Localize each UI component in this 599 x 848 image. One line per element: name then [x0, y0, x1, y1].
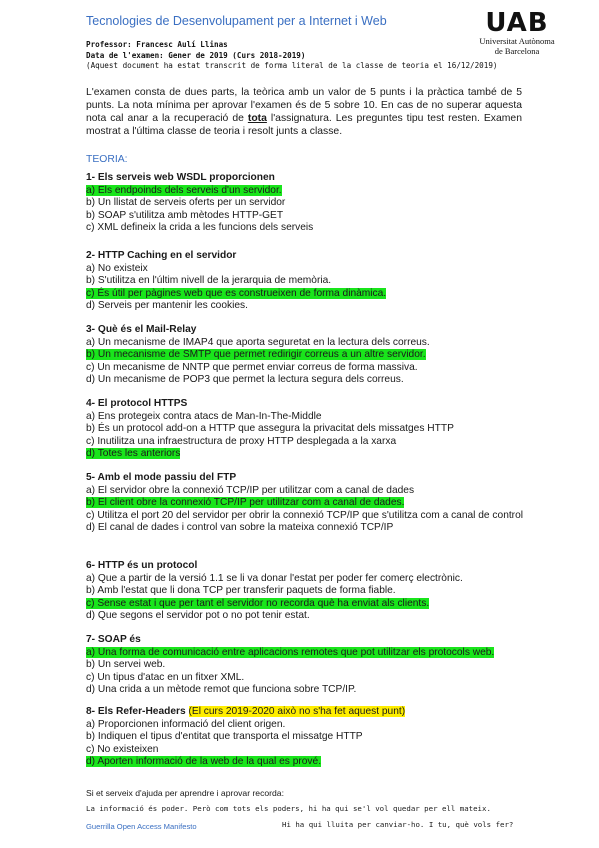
- question-title: [86, 172, 526, 185]
- question-title: [86, 560, 526, 573]
- question-title-text: 7- SOAP és: [86, 634, 141, 645]
- answer-option-correct: [86, 349, 526, 362]
- logo-line-1: Universitat Autònoma: [479, 36, 555, 46]
- answer-option-correct: [86, 448, 526, 461]
- answer-text: a) No existeix: [86, 262, 148, 274]
- question-3: [86, 324, 526, 387]
- answer-option: [86, 510, 526, 523]
- answer-text: c) Un mecanisme de NNTP que permet enviar correus de forma massiva.: [86, 361, 418, 373]
- question-title: [86, 324, 526, 337]
- answer-option: [86, 337, 526, 350]
- answer-text: c) Sense estat i que per tant el servidor no recorda què ha enviat als clients.: [86, 597, 430, 609]
- answer-text: a) Ens protegeix contra atacs de Man-In-The-Middle: [86, 410, 322, 422]
- answer-text: c) XML defineix la crida a les funcions dels serveis: [86, 222, 314, 234]
- answer-text: b) És un protocol add-on a HTTP que assegura la privacitat dels missatges HTTP: [86, 423, 454, 435]
- answer-option: [86, 573, 526, 586]
- answer-text: a) Els endpoinds dels serveis d'un servidor.: [86, 184, 282, 196]
- question-1: [86, 172, 526, 235]
- logo-line-2: de Barcelona: [494, 46, 540, 56]
- professor-line: Professor: Francesc Aulí Llinas: [86, 40, 228, 49]
- answer-text: d) Que segons el servidor pot o no pot tenir estat.: [86, 610, 310, 622]
- answer-text: b) Un llistat de serveis oferts per un servidor: [86, 197, 286, 209]
- answer-text: b) Amb l'estat que li dona TCP per transferir paquets de forma fiable.: [86, 585, 396, 597]
- intro-text-2: l'assignatura. Les preguntes tipu test resten. Examen mostrat a l'última classe de teoria i resolt junts a classe.: [86, 113, 522, 137]
- answer-text: d) Aporten informació de la web de la qual es prové.: [86, 756, 322, 768]
- answer-text: d) Totes les anteriors: [86, 448, 181, 460]
- question-2: [86, 250, 526, 313]
- answer-option: [86, 485, 526, 498]
- answer-text: a) Proporcionen informació del client origen.: [86, 718, 286, 730]
- question-title: [86, 634, 526, 647]
- question-title-text: 8- Els Refer-Headers: [86, 706, 186, 717]
- answer-text: a) Que a partir de la versió 1.1 se li va donar l'estat per poder fer comerç electrònic.: [86, 572, 463, 584]
- question-5: [86, 472, 526, 535]
- answer-option-correct: [86, 756, 526, 769]
- answer-option: [86, 610, 526, 623]
- answer-option: [86, 585, 526, 598]
- answer-text: c) És útil per pàgines web que es construeixen de forma dinàmica.: [86, 287, 387, 299]
- intro-paragraph: [86, 86, 522, 138]
- answer-option: [86, 374, 526, 387]
- question-title-text: 1- Els serveis web WSDL proporcionen: [86, 172, 275, 183]
- answer-text: a) Un mecanisme de IMAP4 que aporta seguretat en la lectura dels correus.: [86, 336, 430, 348]
- answer-option: [86, 522, 526, 535]
- document-title: Tecnologies de Desenvolupament per a Internet i Web: [86, 14, 387, 28]
- question-8: [86, 706, 526, 769]
- question-4: [86, 398, 526, 461]
- answer-option: [86, 263, 526, 276]
- answer-option: [86, 362, 526, 375]
- question-title: [86, 706, 526, 719]
- answer-text: d) El canal de dades i control van sobre la mateixa connexió TCP/IP: [86, 522, 394, 534]
- answer-option-correct: [86, 598, 526, 611]
- question-title-text: 5- Amb el mode passiu del FTP: [86, 472, 237, 483]
- answer-option-correct: [86, 647, 526, 660]
- answer-text: c) Utilitza el port 20 del servidor per obrir la connexió TCP/IP que s'utilitza com a canal de control: [86, 509, 524, 521]
- answer-option-correct: [86, 288, 526, 301]
- footer-quote-2: Hi ha qui lluita per canviar-ho. I tu, què vols fer?: [282, 820, 514, 829]
- answer-text: c) No existeixen: [86, 743, 159, 755]
- answer-text: a) Una forma de comunicació entre aplicacions remotes que pot utilitzar els protocols web.: [86, 646, 495, 658]
- answer-text: c) Inutilitza una infraestructura de proxy HTTP desplegada a la xarxa: [86, 435, 397, 447]
- intro-text-1: L'examen consta de dues parts, la teòrica amb un valor de 5 punts i la pràctica també de 5 punts. La nota mínima per aprovar l'examen és de 5 sobre 10. En cas de no superar aquesta nota cal anar a la recuperació de: [86, 87, 522, 124]
- answer-option: [86, 659, 526, 672]
- footer-help: Si et serveix d'ajuda per aprendre i aprovar recorda:: [86, 788, 284, 798]
- answer-option: [86, 411, 526, 424]
- answer-option: [86, 731, 526, 744]
- answer-option: [86, 222, 526, 235]
- answer-option: [86, 197, 526, 210]
- transcription-note: (Aquest document ha estat transcrit de forma literal de la classe de teoria el 16/12/2019): [86, 61, 498, 70]
- answer-text: d) Un mecanisme de POP3 que permet la lectura segura dels correus.: [86, 374, 404, 386]
- answer-option: [86, 423, 526, 436]
- exam-metadata: [86, 40, 497, 72]
- question-title-text: 6- HTTP és un protocol: [86, 560, 198, 571]
- answer-option: [86, 684, 526, 697]
- answer-text: d) Una crida a un mètode remot que funciona sobre TCP/IP.: [86, 684, 357, 696]
- question-title-text: 2- HTTP Caching en el servidor: [86, 250, 237, 261]
- answer-text: b) El client obre la connexió TCP/IP per utilitzar com a canal de dades.: [86, 497, 405, 509]
- answer-option: [86, 436, 526, 449]
- footer-source: Guerrilla Open Access Manifesto: [86, 822, 197, 831]
- answer-text: b) Un mecanisme de SMTP que permet redirigir correus a un altre servidor.: [86, 349, 426, 361]
- question-title-text: 3- Què és el Mail-Relay: [86, 324, 197, 335]
- answer-text: b) Un servei web.: [86, 659, 166, 671]
- question-7: [86, 634, 526, 697]
- answer-text: b) Indiquen el tipus d'entitat que transporta el missatge HTTP: [86, 731, 363, 743]
- question-title: [86, 250, 526, 263]
- answer-option: [86, 672, 526, 685]
- footer-quote-1: La informació és poder. Però com tots els poders, hi ha qui se'l vol quedar per ell mateix.: [86, 804, 491, 813]
- answer-option: [86, 275, 526, 288]
- answer-option: [86, 744, 526, 757]
- answer-text: a) El servidor obre la connexió TCP/IP per utilitzar com a canal de dades: [86, 484, 415, 496]
- answer-option-correct: [86, 497, 526, 510]
- question-title-note: (El curs 2019-2020 això no s'ha fet aquest punt): [188, 706, 406, 717]
- answer-option: [86, 210, 526, 223]
- answer-option-correct: [86, 185, 526, 198]
- exam-date-line: Data de l'examen: Gener de 2019 (Curs 2018-2019): [86, 50, 306, 60]
- question-title: [86, 398, 526, 411]
- answer-text: b) SOAP s'utilitza amb mètodes HTTP-GET: [86, 209, 284, 221]
- section-heading: TEORIA:: [86, 154, 128, 165]
- answer-text: c) Un tipus d'atac en un fitxer XML.: [86, 671, 245, 683]
- answer-option: [86, 300, 526, 313]
- answer-option: [86, 719, 526, 732]
- question-6: [86, 560, 526, 623]
- question-title-text: 4- El protocol HTTPS: [86, 398, 188, 409]
- answer-text: b) S'utilitza en l'últim nivell de la jerarquia de memòria.: [86, 275, 332, 287]
- question-title: [86, 472, 526, 485]
- logo-mark: UAB: [485, 8, 549, 38]
- answer-text: d) Serveis per mantenir les cookies.: [86, 300, 248, 312]
- intro-bold: tota: [247, 113, 267, 124]
